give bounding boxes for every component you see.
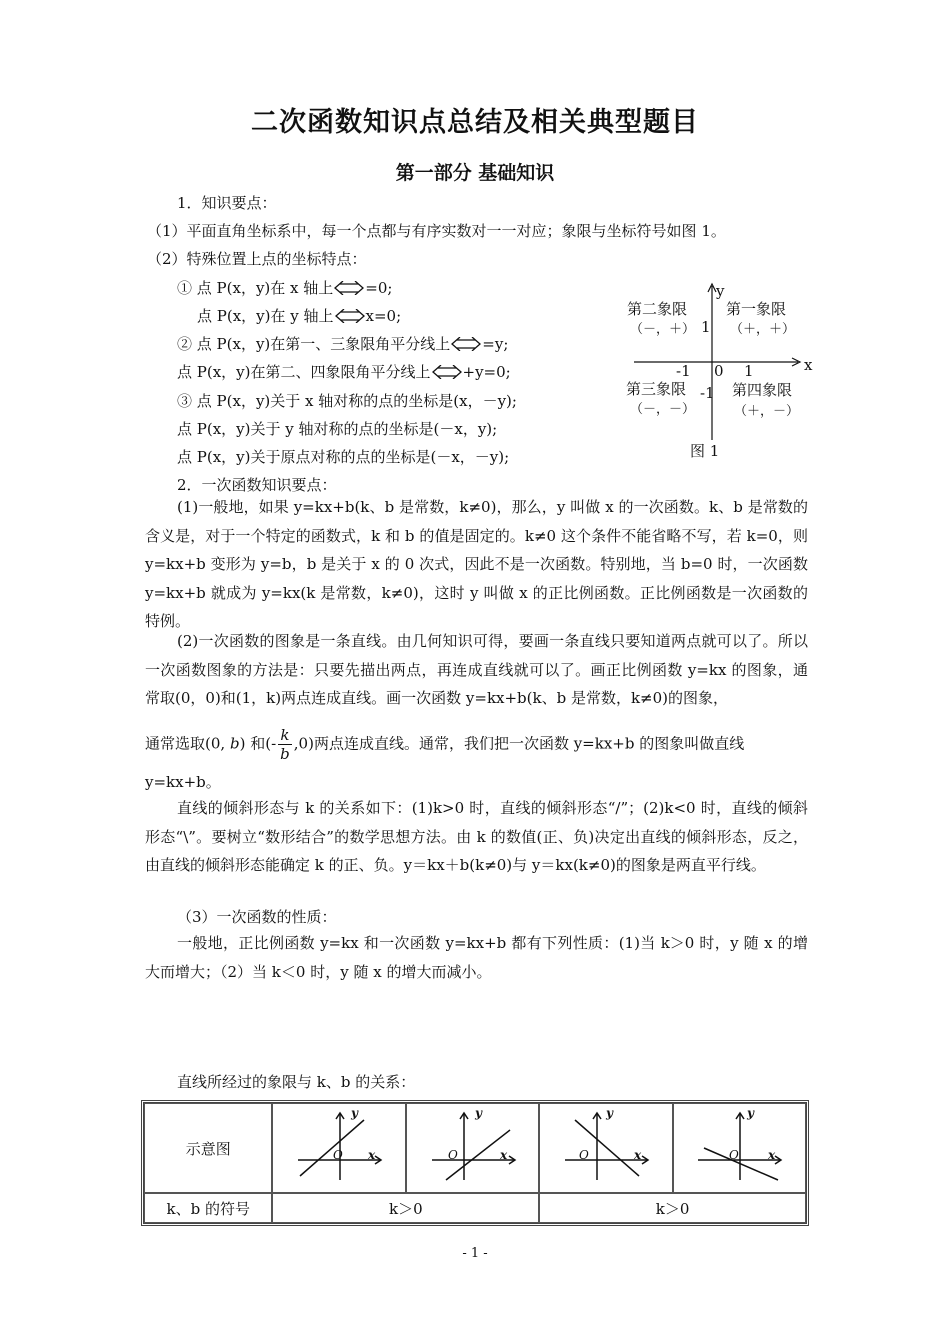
- point-2-open: (-: [265, 734, 277, 753]
- quadrant-2-label: 第二象限: [627, 300, 688, 318]
- fraction-numerator: k: [278, 726, 292, 745]
- row-label-diagram: 示意图: [144, 1103, 272, 1193]
- point-1-b: b: [229, 734, 240, 753]
- s2-paragraph-definition: (1)一般地，如果 y=kx+b(k、b 是常数，k≠0)，那么，y 叫做 x 的一次函数。k、b 是常数的含义是，对于一个特定的函数式，k 和 b 的值是固定的。k≠0 这个条件不能省略不写，若 k=0，则 y=kx+b 变形为 y=b，b 是关于 x 的 0 次式，因此不是一次函数。特别地，当 b=0 时，一次函数 y=kx+b 就成为 y=kx(k 是常数，k≠0)，这时 y 叫做 x 的正比例函数。正比例函数是一次函数的特例。: [145, 498, 808, 630]
- double-arrow-icon: [334, 281, 364, 295]
- tick-y-negative: -1: [700, 384, 715, 402]
- two-points-prefix: 通常选取: [145, 734, 206, 753]
- diagram-cell-4: [673, 1103, 806, 1193]
- diagram-2-y-label: y: [475, 1106, 482, 1120]
- point-on-x-axis-result: =0;: [365, 279, 393, 297]
- s2-paragraph-two-points: [145, 726, 744, 763]
- figure-1-caption: 图 1: [690, 442, 720, 460]
- line-graph-icon: [294, 1110, 384, 1182]
- point-on-x-axis-text: ① 点 P(x，y)在 x 轴上: [177, 279, 334, 297]
- part-title: 第一部分 基础知识: [395, 162, 555, 184]
- fraction-denominator: b: [280, 745, 290, 763]
- quadrant-1-label: 第一象限: [726, 300, 787, 318]
- line-graph-icon: [694, 1110, 784, 1182]
- quadrant-1-sign: （＋，＋）: [730, 322, 796, 337]
- diagram-cell-2: [406, 1103, 539, 1193]
- diagram-3-y-label: y: [606, 1106, 613, 1120]
- kb-sign-left: k＞0: [272, 1193, 539, 1223]
- s1-paragraph-2: （2）特殊位置上点的坐标特点：: [147, 250, 367, 268]
- diagram-1-x-label: x: [368, 1148, 376, 1162]
- s2-line-equation: y=kx+b。: [145, 773, 221, 791]
- point-on-bisector-24-result: +y=0;: [462, 363, 511, 381]
- figure-1-coordinate-plane: [620, 280, 820, 470]
- point-on-y-axis: [197, 305, 401, 327]
- symmetry-origin: 点 P(x，y)关于原点对称的点的坐标是(－x，－y);: [177, 448, 510, 466]
- row-label-kb-sign: k、b 的符号: [144, 1193, 272, 1223]
- two-points-and: 和: [250, 734, 266, 753]
- tick-y-positive: 1: [701, 318, 711, 336]
- tick-x-positive: 1: [744, 362, 754, 380]
- double-arrow-icon: [451, 337, 481, 351]
- diagram-3-x-label: x: [634, 1148, 642, 1162]
- point-on-y-axis-result: x=0;: [365, 307, 402, 325]
- diagram-4-y-label: y: [747, 1106, 754, 1120]
- point-2-close: ,0): [293, 734, 314, 753]
- quadrant-2-sign: （－，＋）: [630, 322, 696, 337]
- diagram-1-y-label: y: [351, 1106, 358, 1120]
- point-1-open: (0,: [205, 734, 226, 753]
- symmetry-y-axis: 点 P(x，y)关于 y 轴对称的点的坐标是(－x，y);: [177, 420, 498, 438]
- origin-label: 0: [714, 362, 724, 380]
- figure-y-axis-label: y: [716, 282, 725, 300]
- kb-sign-right: k＞0: [539, 1193, 806, 1223]
- point-on-x-axis: [177, 277, 392, 299]
- point-on-bisector-24-text: 点 P(x，y)在第二、四象限角平分线上: [177, 363, 431, 381]
- point-on-y-axis-text: 点 P(x，y)在 y 轴上: [197, 307, 334, 325]
- quadrant-3-label: 第三象限: [626, 380, 687, 398]
- diagram-4-origin: O: [729, 1148, 739, 1162]
- table-caption: 直线所经过的象限与 k、b 的关系：: [177, 1073, 416, 1091]
- s2-paragraph-graph: (2)一次函数的图象是一条直线。由几何知识可得，要画一条直线只要知道两点就可以了。所以一次函数图象的方法是：只要先描出两点，再连成直线就可以了。画正比例函数 y=kx 的图象，通常取(0，0)和(1，k)两点连成直线。画一次函数 y=kx+b(k、b 是常数，k≠0)的图象，: [145, 632, 808, 707]
- diagram-2-origin: O: [448, 1148, 458, 1162]
- document-title: 二次函数知识点总结及相关典型题目: [251, 107, 699, 138]
- section2-heading: 2．一次函数知识要点：: [177, 476, 337, 494]
- point-on-bisector-13-text: ② 点 P(x，y)在第一、三象限角平分线上: [177, 335, 451, 353]
- quadrant-4-sign: （＋，－）: [734, 404, 800, 419]
- tick-x-negative: -1: [676, 362, 691, 380]
- point-on-bisector-13: [177, 333, 508, 355]
- s1-paragraph-1: （1）平面直角坐标系中，每一个点都与有序实数对一一对应；象限与坐标符号如图 1。: [147, 222, 726, 240]
- page-number: - 1 -: [462, 1246, 488, 1261]
- diagram-1-origin: O: [333, 1148, 343, 1162]
- point-on-bisector-13-result: =y;: [482, 335, 509, 353]
- symmetry-x-axis: ③ 点 P(x，y)关于 x 轴对称的点的坐标是(x，－y);: [177, 392, 517, 410]
- fraction-k-over-b: [278, 726, 292, 763]
- section1-heading: 1．知识要点：: [177, 194, 277, 212]
- point-1-close: ): [239, 734, 246, 753]
- s2-properties-heading: （3）一次函数的性质：: [177, 908, 337, 926]
- two-points-suffix: 两点连成直线。通常，我们把一次函数 y=kx+b 的图象叫做直线: [313, 734, 745, 753]
- double-arrow-icon: [432, 365, 462, 379]
- figure-x-axis-label: x: [804, 356, 813, 374]
- diagram-3-origin: O: [579, 1148, 589, 1162]
- double-arrow-icon: [335, 309, 365, 323]
- s2-paragraph-slope: 直线的倾斜形态与 k 的关系如下：(1)k>0 时，直线的倾斜形态“/”；(2)k<0 时，直线的倾斜形态“\”。要树立“数形结合”的数学思想方法。由 k 的数值(正、负)决定出直线的倾斜形态，反之，由直线的倾斜形态能确定 k 的正、负。y＝kx＋b(k≠0)与 y＝kx(k≠0)的图象是两直平行线。: [145, 799, 808, 874]
- quadrant-4-label: 第四象限: [732, 381, 793, 399]
- quadrant-3-sign: （－，－）: [630, 402, 696, 417]
- line-graph-icon: [428, 1110, 518, 1182]
- diagram-4-x-label: x: [768, 1148, 776, 1162]
- line-graph-icon: [561, 1110, 651, 1182]
- point-on-bisector-24: [177, 361, 511, 383]
- s2-paragraph-properties: 一般地，正比例函数 y=kx 和一次函数 y=kx+b 都有下列性质：(1)当 k＞0 时，y 随 x 的增大而增大；（2）当 k＜0 时，y 随 x 的增大而减小。: [145, 934, 808, 981]
- diagram-2-x-label: x: [500, 1148, 508, 1162]
